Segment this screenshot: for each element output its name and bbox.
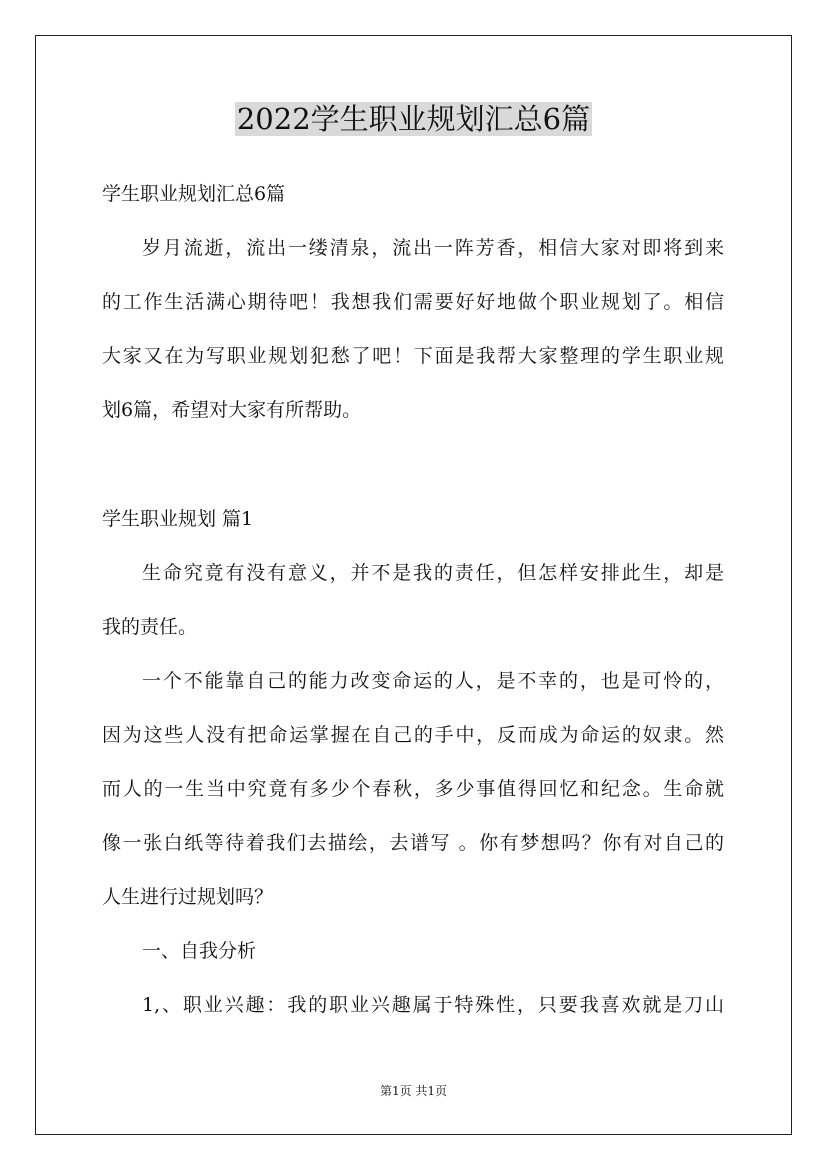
paragraph-line: 一个不能靠自己的能力改变命运的人，是不幸的，也是可怜的， [142, 670, 724, 692]
intro-line: 岁月流逝，流出一缕清泉，流出一阵芳香，相信大家对即将到来 [142, 237, 724, 259]
page-footer: 第1页 共1页 [379, 1084, 448, 1098]
paragraph-line: 人生进行过规划吗？ [102, 886, 274, 908]
paragraph-line: 我的责任。 [102, 616, 198, 638]
paragraph-line: 生命究竟有没有意义，并不是我的责任，但怎样安排此生，却是 [142, 562, 724, 584]
paragraph-line: 因为这些人没有把命运掌握在自己的手中，反而成为命运的奴隶。然 [102, 724, 724, 746]
document-subtitle: 学生职业规划汇总6篇 [102, 183, 286, 205]
intro-line: 大家又在为写职业规划犯愁了吧！下面是我帮大家整理的学生职业规 [102, 345, 724, 367]
paragraph-line: 像一张白纸等待着我们去描绘，去谱写 。你有梦想吗？你有对自己的 [102, 832, 724, 854]
intro-line: 的工作生活满心期待吧！我想我们需要好好地做个职业规划了。相信 [102, 291, 724, 313]
section-heading: 学生职业规划 篇1 [102, 508, 254, 530]
list-item: 1,、职业兴趣：我的职业兴趣属于特殊性，只要我喜欢就是刀山 [142, 994, 724, 1016]
paragraph-line: 而人的一生当中究竟有多少个春秋，多少事值得回忆和纪念。生命就 [102, 778, 724, 800]
document-title-text: 2022学生职业规划汇总6篇 [236, 102, 591, 136]
sub-heading: 一、自我分析 [142, 940, 257, 962]
document-title [0, 97, 827, 141]
intro-line: 划6篇，希望对大家有所帮助。 [102, 399, 362, 421]
